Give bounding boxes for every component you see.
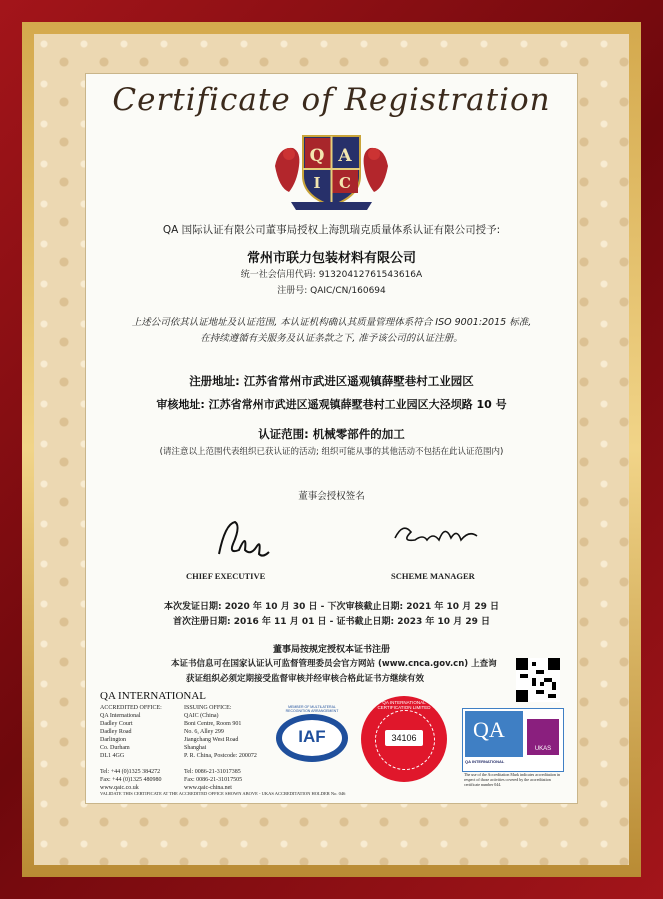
address-line: Boni Centre, Room 901 (184, 721, 242, 727)
certificate-paper (86, 74, 577, 803)
issuing-office-block (184, 704, 274, 792)
registration-dates: 首次注册日期: 2016 年 11 月 01 日 - 证书截止日期: 2023 年 10 月 29 日 (173, 617, 490, 627)
website: www.qaic-china.net (184, 785, 232, 791)
qr-code-icon (516, 658, 560, 702)
iaf-logo-icon (276, 705, 348, 762)
registration-number: 注册号: QAIC/CN/160694 (277, 286, 386, 296)
audit-address: 审核地址: 江苏省常州市武进区遥观镇薛墅巷村工业园区大泾坝路 10 号 (156, 398, 507, 411)
ukas-logo (462, 708, 564, 772)
svg-text:A: A (338, 146, 352, 166)
qa-square-icon: QA (465, 711, 523, 757)
chief-executive-label: CHIEF EXECUTIVE (186, 571, 266, 581)
ukas-note: The use of the Accreditation Mark indicates accreditation in respect of those activities covered by the accreditation certificate number 044. (464, 772, 560, 787)
company-name: 常州市联力包装材料有限公司 (246, 251, 416, 266)
address-line: No. 6, Alley 299 (184, 729, 224, 735)
svg-text:Q: Q (309, 146, 325, 166)
certificate-title: Certificate of Registration (112, 82, 551, 118)
validation-note: VALIDATE THIS CERTIFICATE AT THE ACCREDITED OFFICE SHOWN ABOVE - UKAS ACCREDITATION HOLDER No. 046 (100, 791, 346, 796)
fax: Fax: +44 (0)1325 480980 (100, 777, 162, 783)
board-signature-label: 董事会授权签名 (298, 491, 365, 502)
board-rule: 董事局按规定授权本证书注册 (272, 645, 390, 655)
seal-number: 34106 (385, 730, 423, 746)
svg-text:I: I (313, 174, 321, 192)
statement-line-1: 上述公司依其认证地址及认证范围, 本认证机构确认其质量管理体系符合 ISO 9001:2015 标准, (131, 317, 532, 328)
address-line: QA International (100, 713, 141, 719)
fax: Fax: 0086-21-31017505 (184, 777, 243, 783)
verify-line-2: 获证组织必须定期接受监督审核并经审核合格此证书方继续有效 (186, 674, 425, 684)
address-line: Shanghai (184, 745, 207, 751)
credit-code: 统一社会信用代码: 91320412761543616A (240, 270, 423, 280)
verify-line-1: 本证书信息可在国家认证认可监督管理委员会官方网站 (www.cnca.gov.cn) 上查询 (171, 659, 497, 669)
issuing-office-label: ISSUING OFFICE: (184, 705, 232, 711)
svg-text:C: C (339, 174, 351, 192)
certification-scope: 认证范围: 机械零部件的加工 (258, 427, 405, 441)
iaf-ring-text: MEMBER OF MULTILATERAL RECOGNITION ARRANGEMENT (285, 705, 339, 713)
website: www.qaic.co.uk (100, 785, 139, 791)
crest-icon (271, 126, 392, 212)
accredited-office-label: ACCREDITED OFFICE: (100, 705, 162, 711)
issue-dates: 本次发证日期: 2020 年 10 月 30 日 - 下次审核截止日期: 2021 年 10 月 29 日 (164, 602, 499, 612)
address-line: Dadley Road (100, 729, 132, 735)
authorization-text: QA 国际认证有限公司董事局授权上海凯瑞克质量体系认证有限公司授予: (162, 224, 501, 236)
address-line: DL1 4GG (100, 753, 125, 759)
red-seal (361, 696, 447, 782)
address-line: QAIC (China) (184, 713, 219, 719)
address-line: Darlington (100, 737, 126, 743)
chief-executive-signature (211, 514, 271, 564)
seal-ring-text: QA INTERNATIONAL CERTIFICATION LIMITED (377, 700, 431, 710)
address-line: Dadley Court (100, 721, 133, 727)
address-line: Co. Durham (100, 745, 130, 751)
ukas-qa-label: QA INTERNATIONAL (465, 759, 505, 764)
address-line: P. R. China, Postcode: 200072 (184, 753, 257, 759)
scope-note: (请注意以上范围代表组织已获认证的活动; 组织可能从事的其他活动不包括在此认证范围内) (159, 447, 504, 457)
phone: Tel: +44 (0)1325 384272 (100, 769, 161, 775)
scheme-manager-label: SCHEME MANAGER (391, 571, 475, 581)
statement-line-2: 在持续遵循有关服务及认证条款之下, 准予该公司的认证注册。 (200, 333, 463, 344)
scheme-manager-signature (391, 514, 481, 554)
qa-international-wordmark: QA INTERNATIONAL (100, 690, 207, 702)
address-line: Jiangchang West Road (184, 737, 239, 743)
iaf-label: IAF (298, 727, 326, 746)
ukas-crown-icon: UKAS (527, 719, 559, 755)
accredited-office-block (100, 704, 180, 792)
phone: Tel: 0086-21-31017385 (184, 769, 241, 775)
registered-address: 注册地址: 江苏省常州市武进区遥观镇薛墅巷村工业园区 (189, 374, 474, 388)
